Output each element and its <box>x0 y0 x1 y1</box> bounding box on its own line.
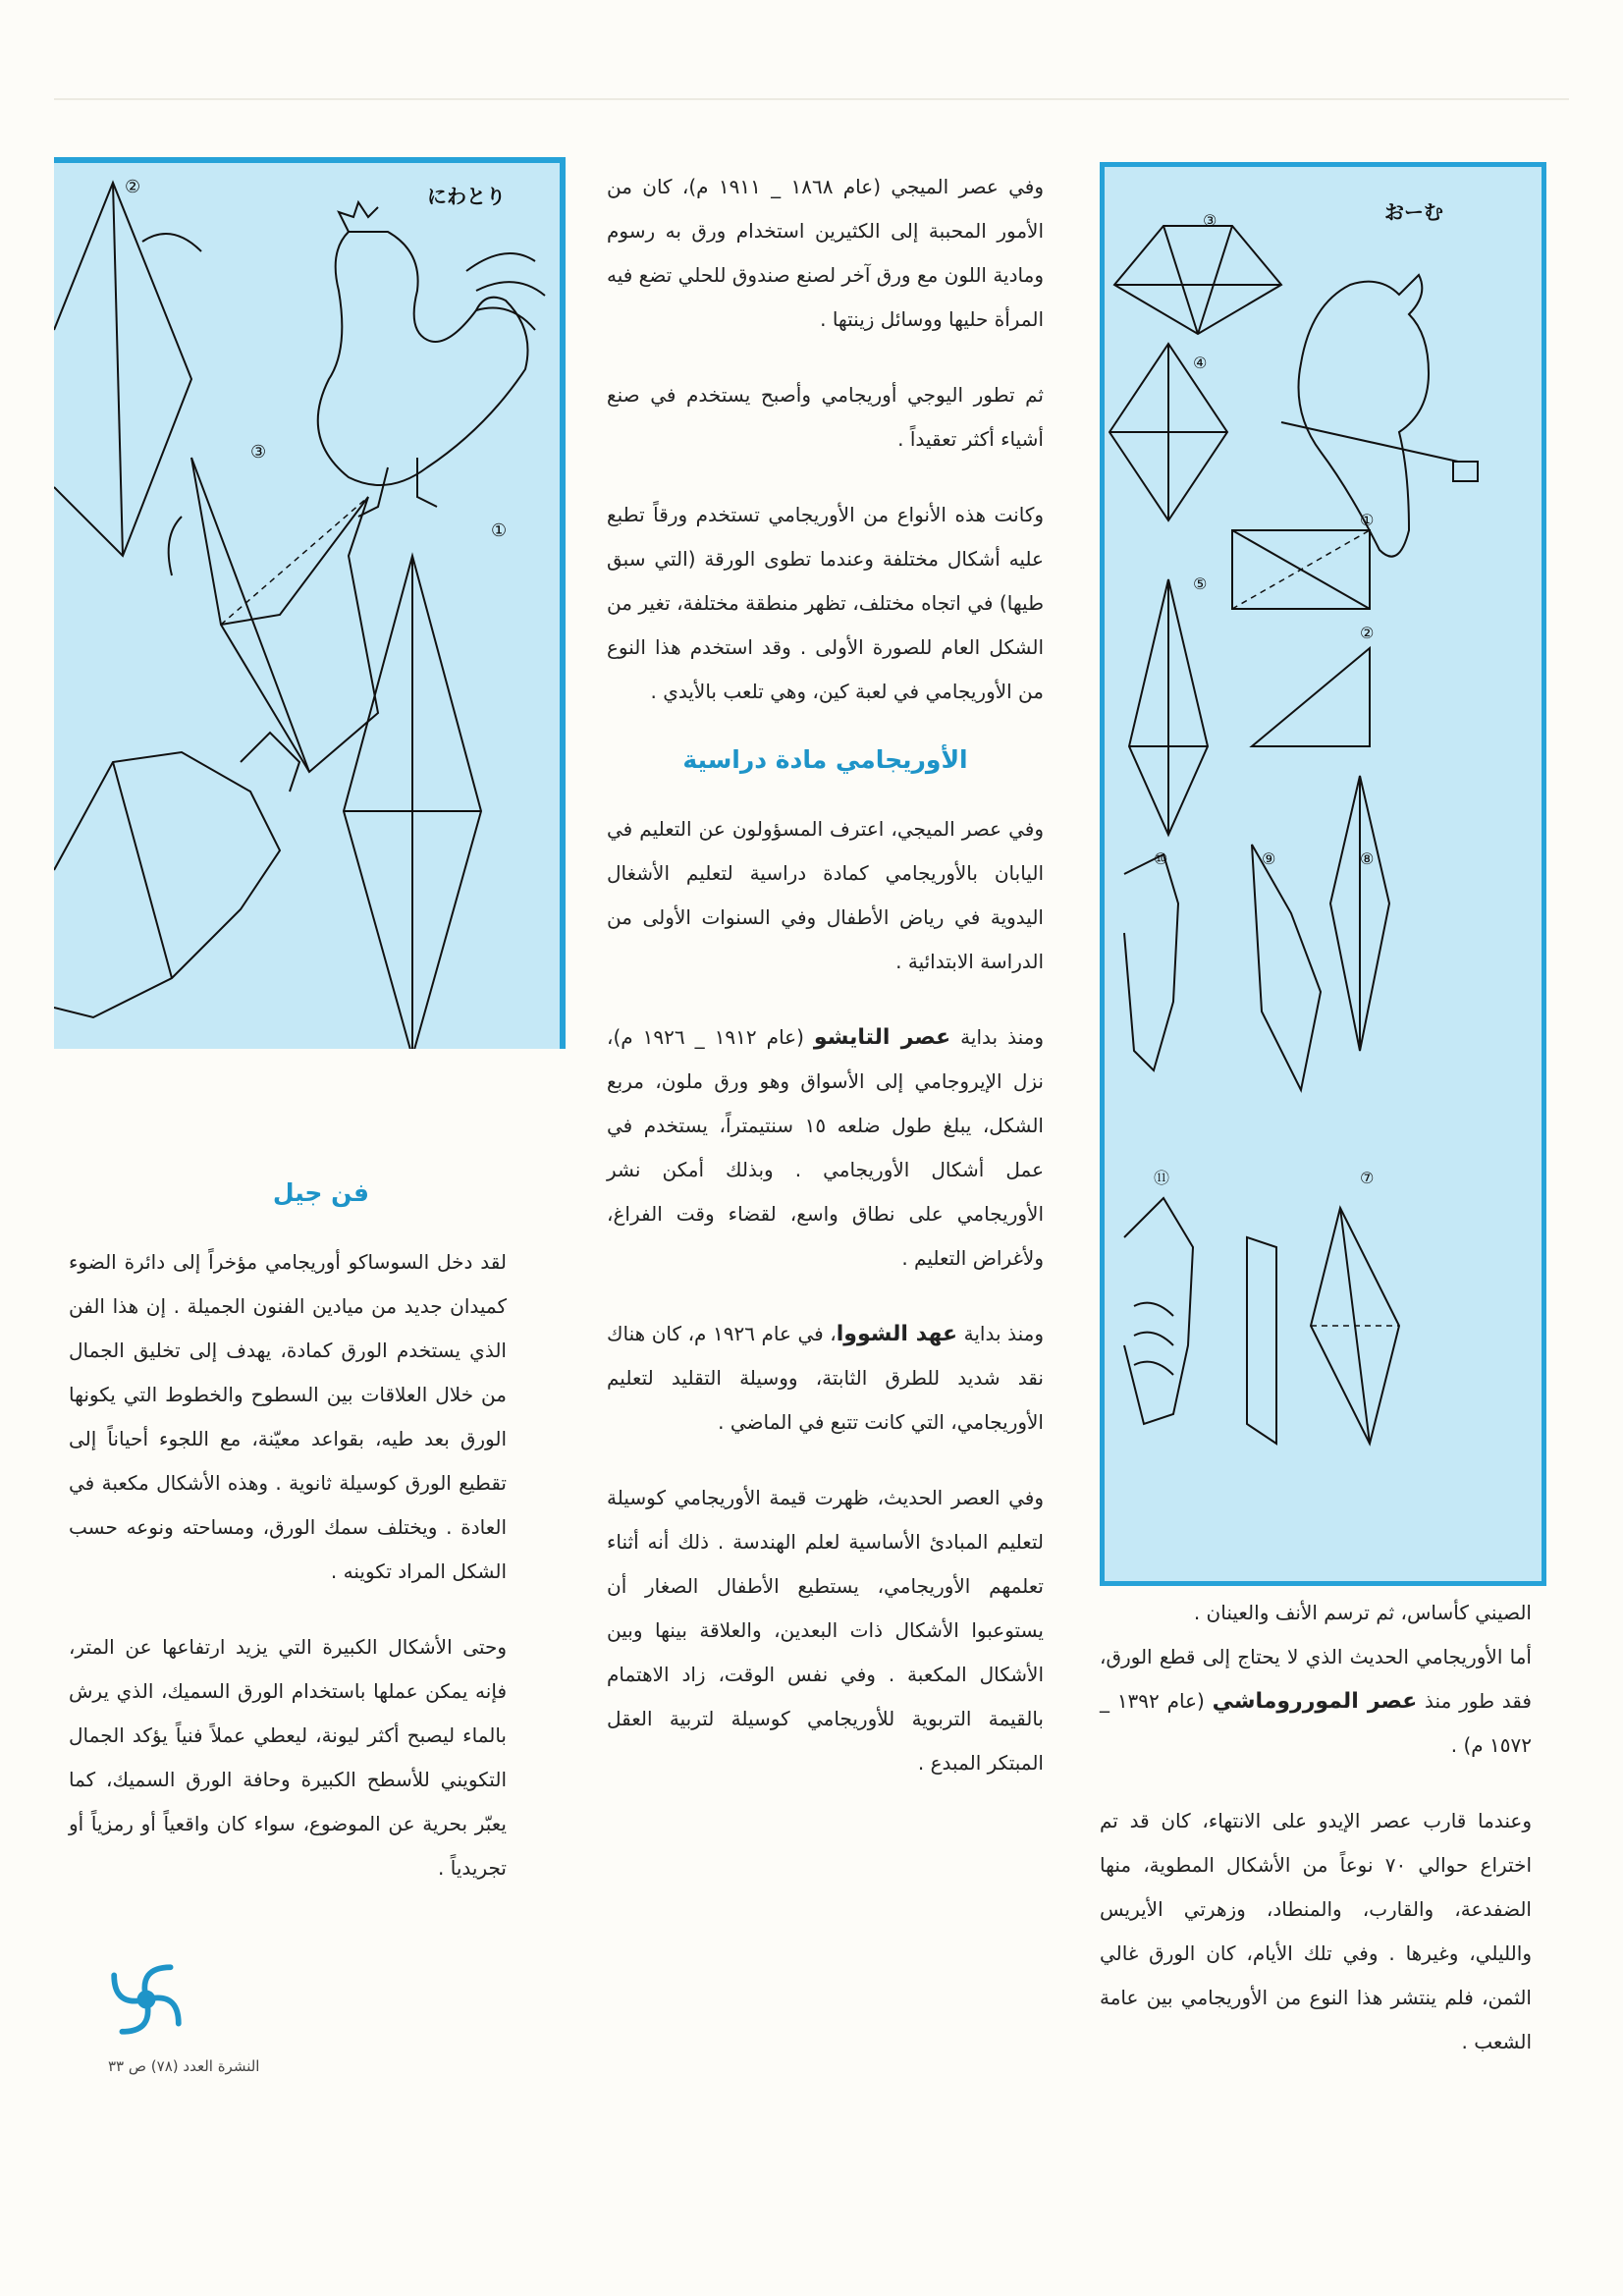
parrot-diagram-label: おーむ <box>1384 200 1443 224</box>
middle-paragraph <box>607 1015 1044 1281</box>
middle-paragraph: وفي عصر الميجي، اعترف المسؤولون عن التعليم في اليابان بالأوريجامي كمادة دراسية لتعليم الأشغال اليدوية في رياض الأطفال وفي السنوات الأولى من الدراسة الابتدائية . <box>607 817 1044 973</box>
rooster-diagram-label: にわとり <box>427 185 506 208</box>
section-heading: الأوريجامي مادة دراسية <box>682 745 968 774</box>
svg-text:①: ① <box>1360 511 1375 529</box>
middle-paragraph: وفي عصر الميجي (عام ١٨٦٨ _ ١٩١١ م)، كان من الأمور المحببة إلى الكثيرين استخدام ورق به رسوم ومادية اللون مع ورق آخر لصنع صندوق للحلي تضع فيه المرأة حليها ووسائل زينتها . <box>607 175 1044 331</box>
right-paragraph: الصيني كأساس، ثم ترسم الأنف والعينان . <box>1193 1601 1532 1624</box>
right-column <box>1100 1591 1532 2096</box>
paragraph-text: ومنذ بداية <box>957 1322 1044 1345</box>
rooster-diagram-drawing <box>54 163 560 1049</box>
rooster-folding-diagram <box>54 157 566 1049</box>
left-column <box>69 1178 507 1922</box>
svg-text:③: ③ <box>250 442 267 463</box>
era-name: عصر المورروماشي <box>1212 1689 1418 1714</box>
svg-text:③: ③ <box>1203 211 1217 230</box>
svg-text:⑨: ⑨ <box>1262 849 1276 868</box>
parrot-diagram-drawing <box>1105 167 1542 1581</box>
parrot-folding-diagram <box>1100 162 1546 1586</box>
svg-text:①: ① <box>491 520 508 541</box>
era-name: عصر التايشو <box>813 1025 951 1050</box>
middle-paragraph <box>607 1312 1044 1445</box>
svg-text:⑦: ⑦ <box>1360 1169 1375 1187</box>
era-name: عهد الشووا <box>836 1322 958 1346</box>
svg-text:⑪: ⑪ <box>1154 1169 1170 1187</box>
svg-text:②: ② <box>1360 624 1375 642</box>
paragraph-text: (عام ١٣٩٢ _ ١٥٧٢ م) . <box>1100 1689 1532 1757</box>
middle-paragraph: وفي العصر الحديث، ظهرت قيمة الأوريجامي كوسيلة لتعليم المبادئ الأساسية لعلم الهندسة . ذلك أنه أثناء تعلمهم الأوريجامي، يستطيع الأطفال الصغار أن يستوعبوا الأشكال ذات البعدين، والعلاقة بينها وبين الأشكال المكعبة . وفي نفس الوقت، زاد الاهتمام بالقيمة التربوية للأوريجامي كوسيلة لتربية العقل المبتكر المبدع . <box>607 1486 1044 1775</box>
paragraph-text: ، في عام ١٩٢٦ م، كان هناك نقد شديد للطرق الثابتة، ووسيلة التقليد لتعليم الأوريجامي، التي كانت تتبع في الماضي . <box>607 1322 1044 1434</box>
left-paragraph: وحتى الأشكال الكبيرة التي يزيد ارتفاعها عن المتر، فإنه يمكن عملها باستخدام الورق السميك، الذي يرش بالماء ليصبح أكثر ليونة، ليعطي عملاً فنياً يؤكد الجمال التكويني للأسطح الكبيرة وحافة الورق السميك، كما يعبّر بحرية عن الموضوع، سواء كان واقعياً أو رمزياً أو تجريدياً . <box>69 1635 507 1880</box>
top-rule <box>54 98 1569 100</box>
section-heading: فن جيل <box>272 1178 369 1207</box>
middle-paragraph: ثم تطور اليوجي أوريجامي وأصبح يستخدم في صنع أشياء أكثر تعقيداً . <box>607 383 1044 451</box>
page-footer: النشرة العدد (٧٨) ص ٣٣ <box>108 2057 260 2075</box>
svg-text:⑧: ⑧ <box>1360 849 1375 868</box>
paragraph-text: أما الأوريجامي الحديث الذي لا يحتاج إلى قطع الورق، فقد طور منذ <box>1100 1645 1532 1713</box>
left-paragraph: لقد دخل السوساكو أوريجامي مؤخراً إلى دائرة الضوء كميدان جديد من ميادين الفنون الجميلة . إن هذا الفن الذي يستخدم الورق كمادة، يهدف إلى تخليق الجمال من خلال العلاقات بين السطوح والخطوط التي يكونها الورق بعد طيه، بقواعد معيّنة، مع اللجوء أحياناً إلى تقطيع الورق كوسيلة ثانوية . وهذه الأشكال مكعبة في العادة . ويختلف سمك الورق، ومساحته ونوعه حسب الشكل المراد تكوينه . <box>69 1250 507 1583</box>
svg-text:⑩: ⑩ <box>1154 849 1168 868</box>
pinwheel-logo-icon <box>106 1959 187 2040</box>
middle-paragraph: وكانت هذه الأنواع من الأوريجامي تستخدم ورقاً تطبع عليه أشكال مختلفة وعندما تطوى الورقة (التي سبق طيها) في اتجاه مختلف، تظهر منطقة مختلفة، تغير من الشكل العام للصورة الأولى . وقد استخدم هذا النوع من الأوريجامي في لعبة كين، وهي تلعب بالأيدي . <box>607 503 1044 703</box>
paragraph-text: ومنذ بداية <box>950 1025 1044 1049</box>
middle-column <box>607 165 1044 1817</box>
svg-text:⑤: ⑤ <box>1193 574 1208 593</box>
right-paragraph: وعندما قارب عصر الإيدو على الانتهاء، كان قد تم اختراع حوالي ٧٠ نوعاً من الأشكال المطوية، منها الضفدعة، والقارب، والمنطاد، وزهرتي الأيريس والليلي، وغيرها . وفي تلك الأيام، كان الورق غالي الثمن، فلم ينتشر هذا النوع من الأوريجامي بين عامة الشعب . <box>1100 1809 1533 2053</box>
svg-text:②: ② <box>125 177 141 197</box>
svg-text:④: ④ <box>1193 354 1208 372</box>
paragraph-text: (عام ١٩١٢ _ ١٩٢٦ م)، نزل الإيروجامي إلى الأسواق وهو ورق ملون، مربع الشكل، يبلغ طول ضلعه ١٥ سنتيمتراً، يستخدم في عمل أشكال الأوريجامي . وبذلك أمكن نشر الأوريجامي على نطاق واسع، لقضاء وقت الفراغ، ولأغراض التعليم . <box>607 1025 1044 1270</box>
right-paragraph <box>1100 1635 1532 1768</box>
